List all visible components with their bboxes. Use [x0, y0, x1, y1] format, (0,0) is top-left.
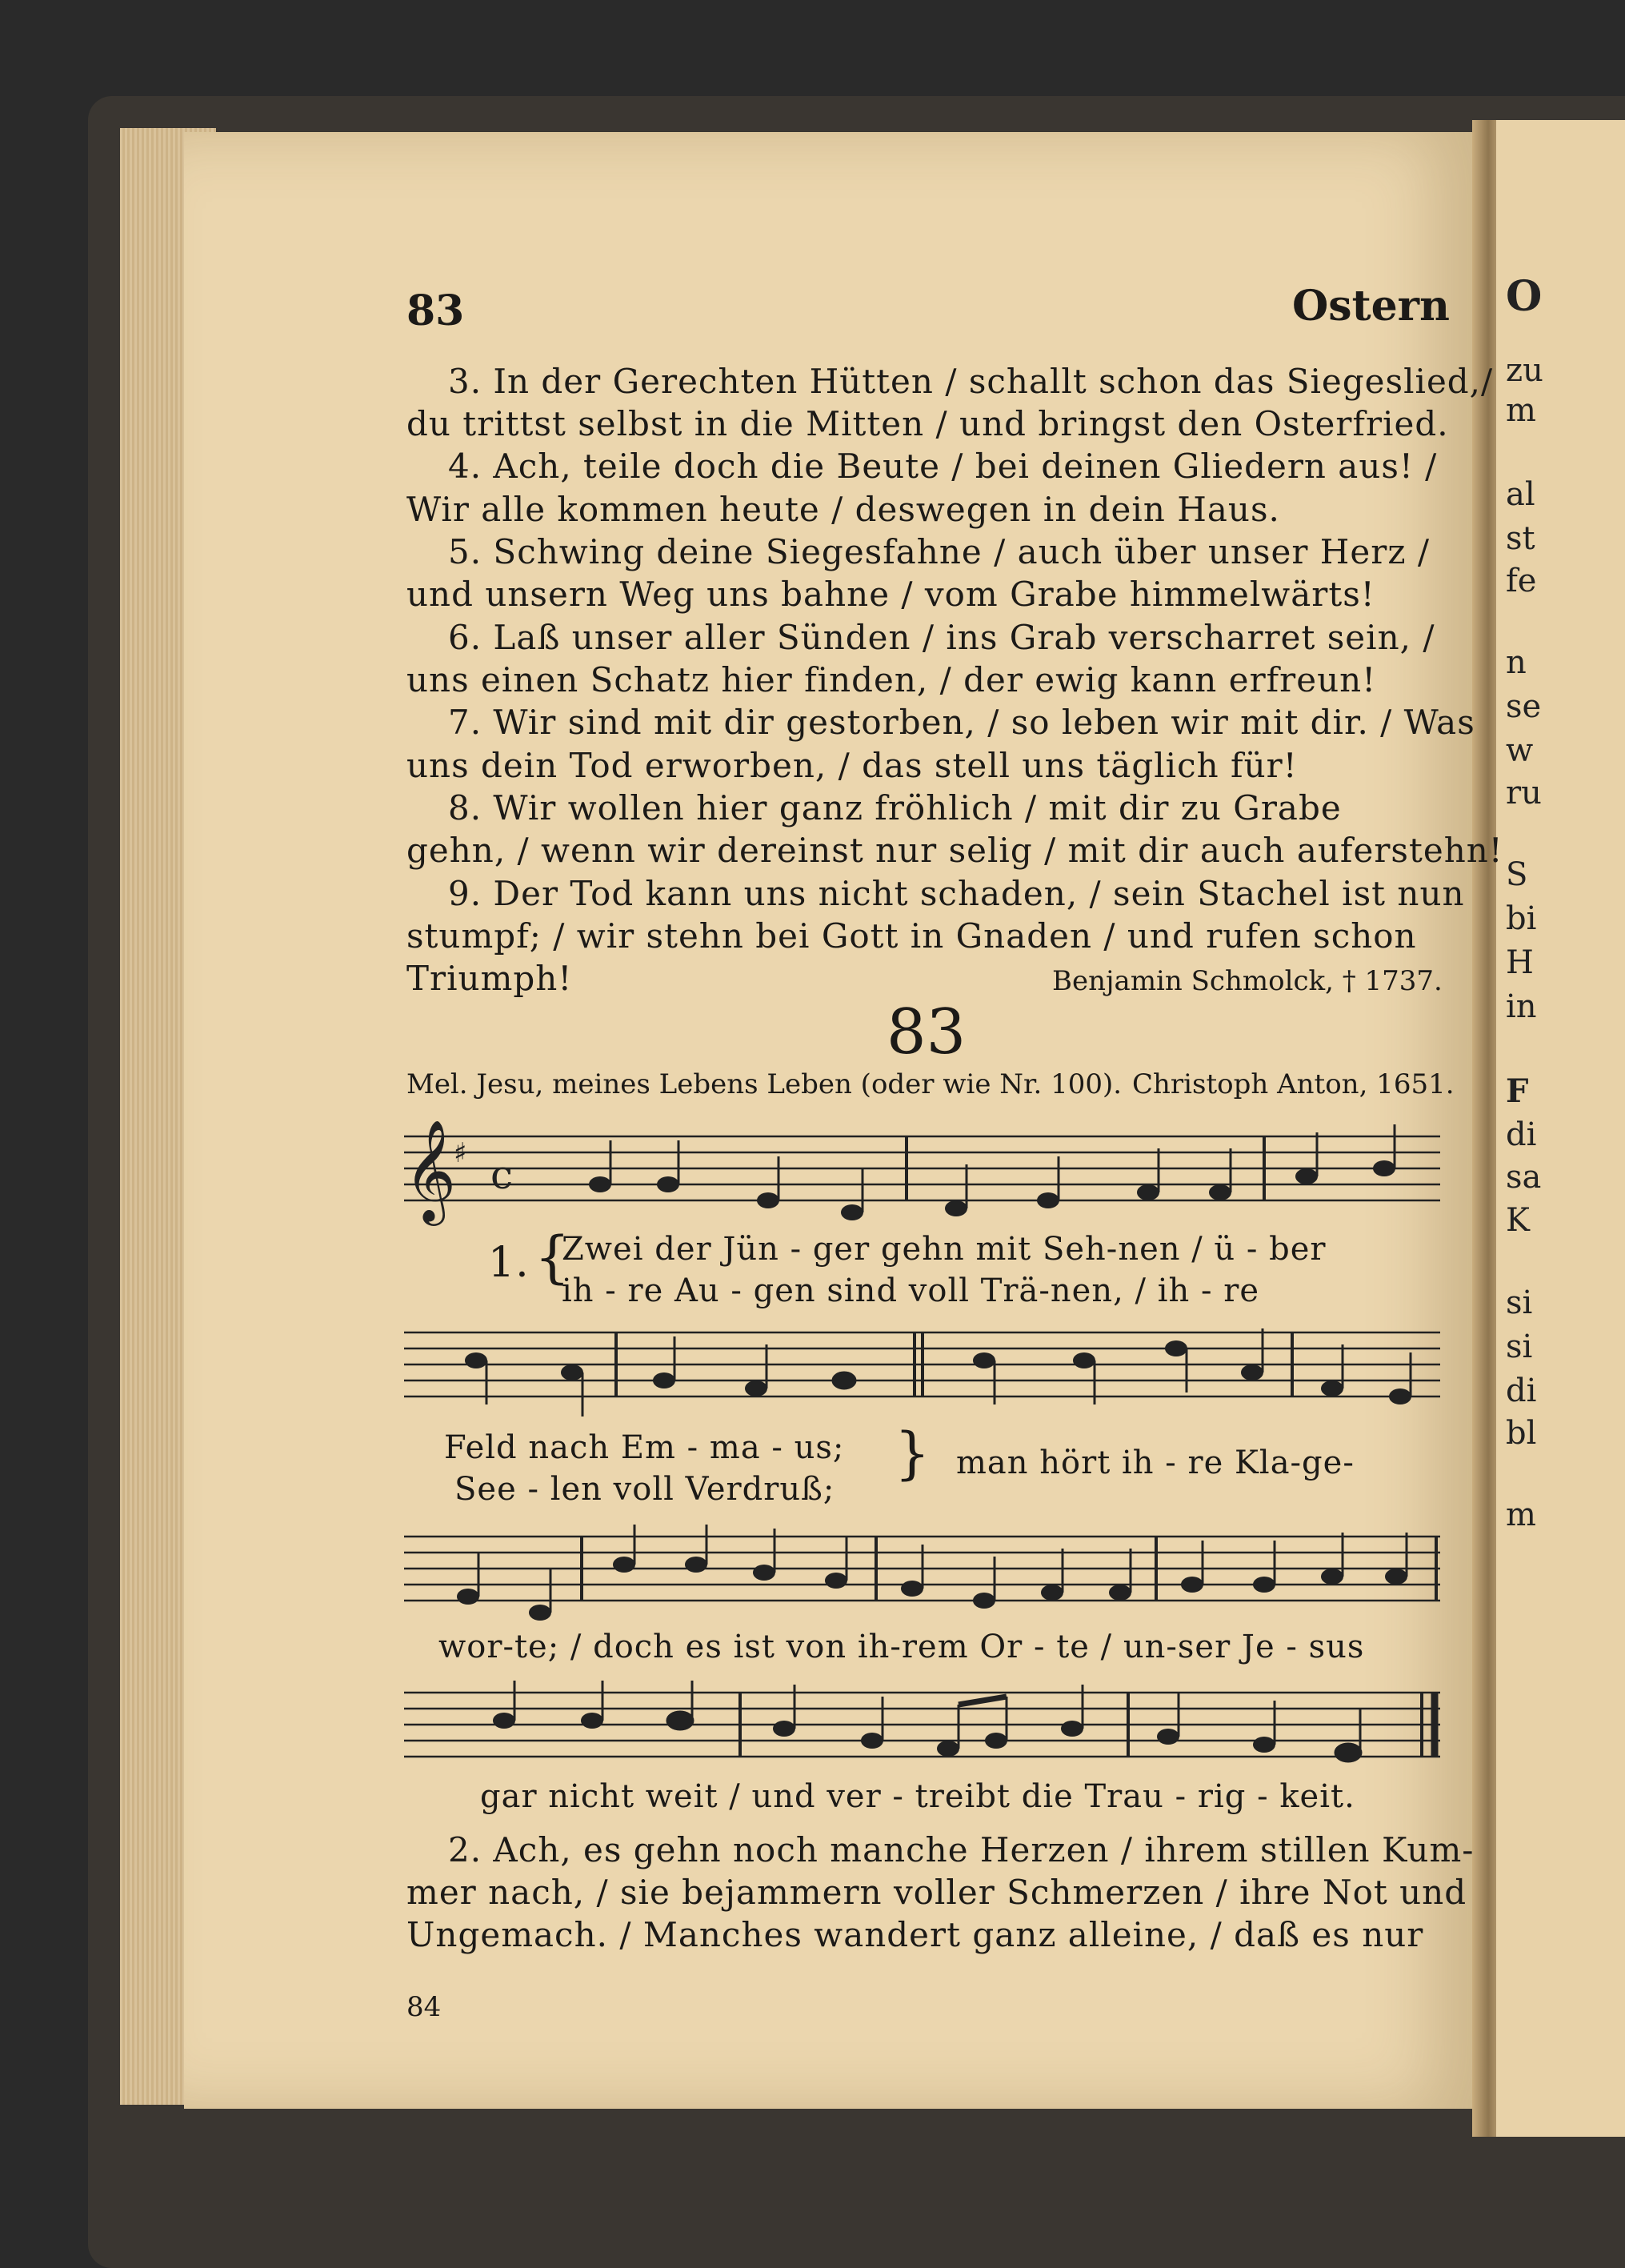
verse-line: uns dein Tod erworben, / das stell uns täglich für! — [406, 746, 1298, 785]
right-page-fragment: n — [1506, 644, 1527, 681]
verse-line: 5. Schwing deine Siegesfahne / auch über unser Herz / — [448, 532, 1430, 571]
lyric-line: Feld nach Em - ma - us; — [444, 1429, 845, 1466]
right-page-fragment: K — [1506, 1202, 1530, 1239]
verse-line: stumpf; / wir stehn bei Gott in Gnaden / und rufen schon — [406, 916, 1417, 956]
music-staff-3 — [404, 1525, 1440, 1629]
verse-line: 6. Laß unser aller Sünden / ins Grab verscharret sein, / — [448, 618, 1435, 657]
right-page-fragment: bi — [1506, 900, 1537, 937]
verse-line: Wir alle kommen heute / deswegen in dein Haus. — [406, 490, 1280, 529]
right-page-fragment: st — [1506, 520, 1535, 557]
right-page — [1496, 120, 1625, 2137]
verse-line: du trittst selbst in die Mitten / und bringst den Osterfried. — [406, 404, 1449, 443]
verse-line: mer nach, / sie bejammern voller Schmerzen / ihre Not und — [406, 1873, 1467, 1912]
hymn-number: 83 — [887, 996, 967, 1068]
hymn-author: Benjamin Schmolck, † 1737. — [1052, 965, 1443, 997]
right-page-fragment: m — [1506, 392, 1536, 429]
lyric-line: wor-te; / doch es ist von ih-rem Or - te / un-ser Je - sus — [438, 1629, 1365, 1665]
section-title: Ostern — [1292, 282, 1450, 331]
right-page-fragment: al — [1506, 476, 1535, 513]
music-staff-2 — [404, 1324, 1440, 1421]
verse-line: 7. Wir sind mit dir gestorben, / so leben wir mit dir. / Was — [448, 703, 1475, 742]
verse-line: 9. Der Tod kann uns nicht schaden, / sein Stachel ist nun — [448, 874, 1465, 913]
right-page-fragment: m — [1506, 1497, 1536, 1533]
right-page-fragment: di — [1506, 1116, 1537, 1153]
right-page-fragment: fe — [1506, 563, 1537, 599]
right-page-fragment: in — [1506, 988, 1537, 1025]
right-page-fragment: zu — [1506, 352, 1543, 389]
page-number: 83 — [406, 287, 465, 335]
right-page-fragment: bl — [1506, 1415, 1537, 1452]
right-page-fragment: se — [1506, 688, 1542, 725]
lyric-line: See - len voll Verdruß; — [454, 1471, 835, 1508]
right-page-fragment: F — [1506, 1072, 1529, 1110]
svg-text:♯: ♯ — [454, 1137, 467, 1169]
right-page-fragment: H — [1506, 944, 1534, 981]
lyric-line: ih - re Au - gen sind voll Trä-nen, / ih - re — [562, 1272, 1260, 1309]
footer-page-number: 84 — [406, 1991, 442, 2023]
brace-right: } — [895, 1421, 931, 1486]
verse-line: 2. Ach, es gehn noch manche Herzen / ihrem stillen Kum- — [448, 1830, 1475, 1869]
svg-text:c: c — [490, 1152, 514, 1198]
verse-line: 8. Wir wollen hier ganz fröhlich / mit dir zu Grabe — [448, 788, 1342, 827]
verse-line: uns einen Schatz hier finden, / der ewig kann erfreun! — [406, 660, 1377, 699]
verse-line: Ungemach. / Manches wandert ganz alleine, / daß es nur — [406, 1915, 1424, 1954]
right-page-fragment: O — [1506, 272, 1543, 321]
lyric-line: man hört ih - re Kla-ge- — [956, 1445, 1355, 1481]
svg-text:𝄞: 𝄞 — [404, 1120, 457, 1221]
right-page-fragment: ru — [1506, 775, 1542, 811]
verse-line: Triumph! — [406, 959, 573, 998]
composer: Christoph Anton, 1651. — [1132, 1068, 1455, 1100]
brace-left: { — [534, 1224, 571, 1290]
melody-reference: Mel. Jesu, meines Lebens Leben (oder wie Nr. 100). — [406, 1068, 1123, 1100]
verse-line: 4. Ach, teile doch die Beute / bei deinen Gliedern aus! / — [448, 447, 1438, 486]
right-page-fragment: si — [1506, 1328, 1533, 1365]
music-staff-4 — [404, 1681, 1440, 1785]
verse-line: gehn, / wenn wir dereinst nur selig / mit dir auch auferstehn! — [406, 831, 1503, 870]
right-page-fragment: di — [1506, 1372, 1537, 1409]
right-page-fragment: sa — [1506, 1159, 1542, 1196]
lyric-line: gar nicht weit / und ver - treibt die Trau - rig - keit. — [480, 1778, 1355, 1815]
verse-line: 3. In der Gerechten Hütten / schallt schon das Siegeslied,/ — [448, 362, 1494, 401]
verse-line: und unsern Weg uns bahne / vom Grabe himmelwärts! — [406, 575, 1375, 614]
music-staff-1 — [404, 1120, 1440, 1232]
lyric-line: Zwei der Jün - ger gehn mit Seh-nen / ü - ber — [562, 1231, 1327, 1268]
verse-marker: 1. — [488, 1239, 530, 1287]
right-page-fragment: w — [1506, 732, 1534, 769]
right-page-fragment: si — [1506, 1284, 1533, 1321]
right-page-fragment: S — [1506, 856, 1528, 893]
